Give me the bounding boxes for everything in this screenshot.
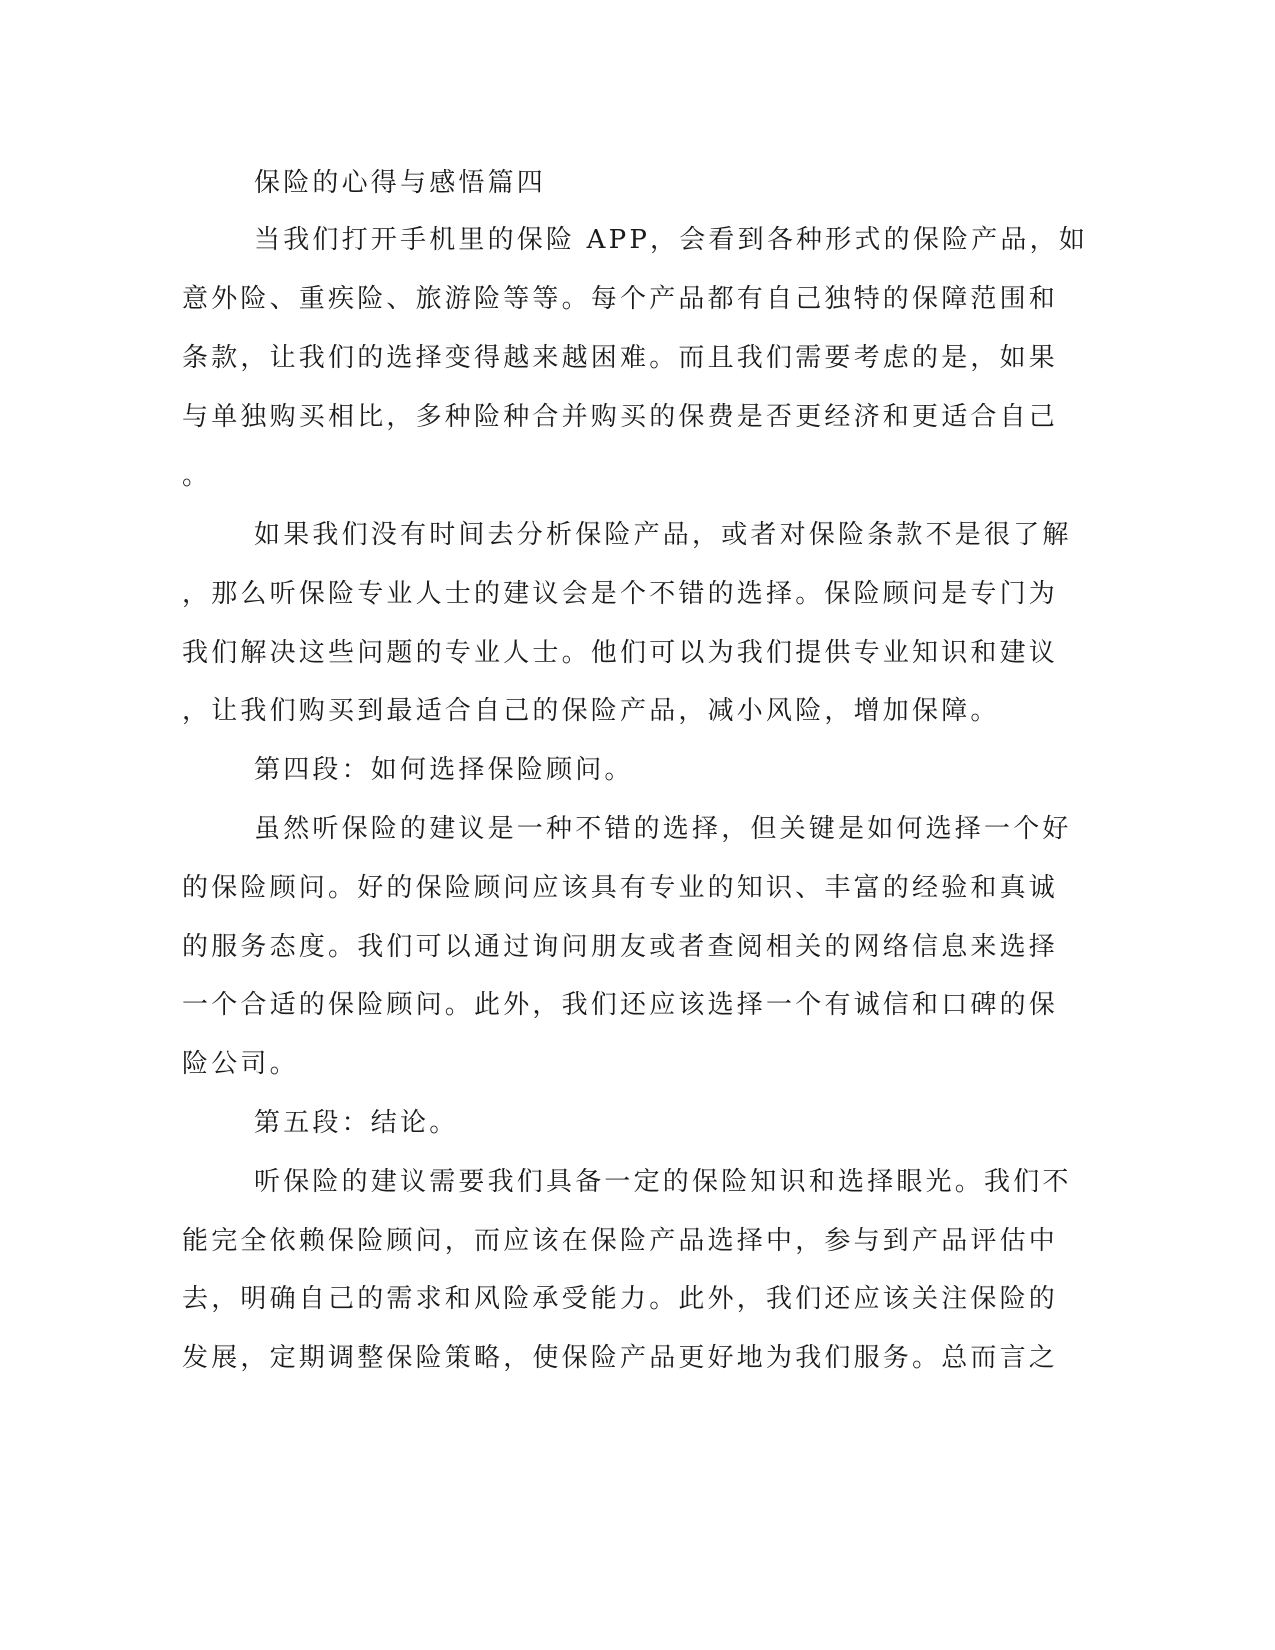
text-line: 。 [182, 461, 212, 491]
text-line: 能完全依赖保险顾问，而应该在保险产品选择中，参与到产品评估中 [182, 1226, 1059, 1256]
section-heading: 第五段：结论。 [254, 1108, 459, 1138]
text-line: 去，明确自己的需求和风险承受能力。此外，我们还应该关注保险的 [182, 1284, 1059, 1314]
text-line: 我们解决这些问题的专业人士。他们可以为我们提供专业知识和建议 [182, 638, 1059, 668]
text-line: 一个合适的保险顾问。此外，我们还应该选择一个有诚信和口碑的保 [182, 990, 1059, 1020]
text-line: 听保险的建议需要我们具备一定的保险知识和选择眼光。我们不 [254, 1167, 1072, 1197]
text-line: 的服务态度。我们可以通过询问朋友或者查阅相关的网络信息来选择 [182, 932, 1059, 962]
text-line: 险公司。 [182, 1049, 299, 1079]
text-line: ，让我们购买到最适合自己的保险产品，减小风险，增加保障。 [182, 696, 1000, 726]
section-heading: 第四段：如何选择保险顾问。 [254, 755, 634, 785]
text-line: 条款，让我们的选择变得越来越困难。而且我们需要考虑的是，如果 [182, 343, 1059, 373]
text-line: 当我们打开手机里的保险 APP，会看到各种形式的保险产品，如 [254, 225, 1089, 255]
text-line: 虽然听保险的建议是一种不错的选择，但关键是如何选择一个好 [254, 814, 1072, 844]
text-line: 发展，定期调整保险策略，使保险产品更好地为我们服务。总而言之 [182, 1343, 1059, 1373]
text-line: 与单独购买相比，多种险种合并购买的保费是否更经济和更适合自己 [182, 402, 1059, 432]
document-heading: 保险的心得与感悟篇四 [254, 168, 547, 198]
text-line: 如果我们没有时间去分析保险产品，或者对保险条款不是很了解 [254, 520, 1072, 550]
text-line: 的保险顾问。好的保险顾问应该具有专业的知识、丰富的经验和真诚 [182, 873, 1059, 903]
text-line: ，那么听保险专业人士的建议会是个不错的选择。保险顾问是专门为 [182, 579, 1059, 609]
text-line: 意外险、重疾险、旅游险等等。每个产品都有自己独特的保障范围和 [182, 284, 1059, 314]
